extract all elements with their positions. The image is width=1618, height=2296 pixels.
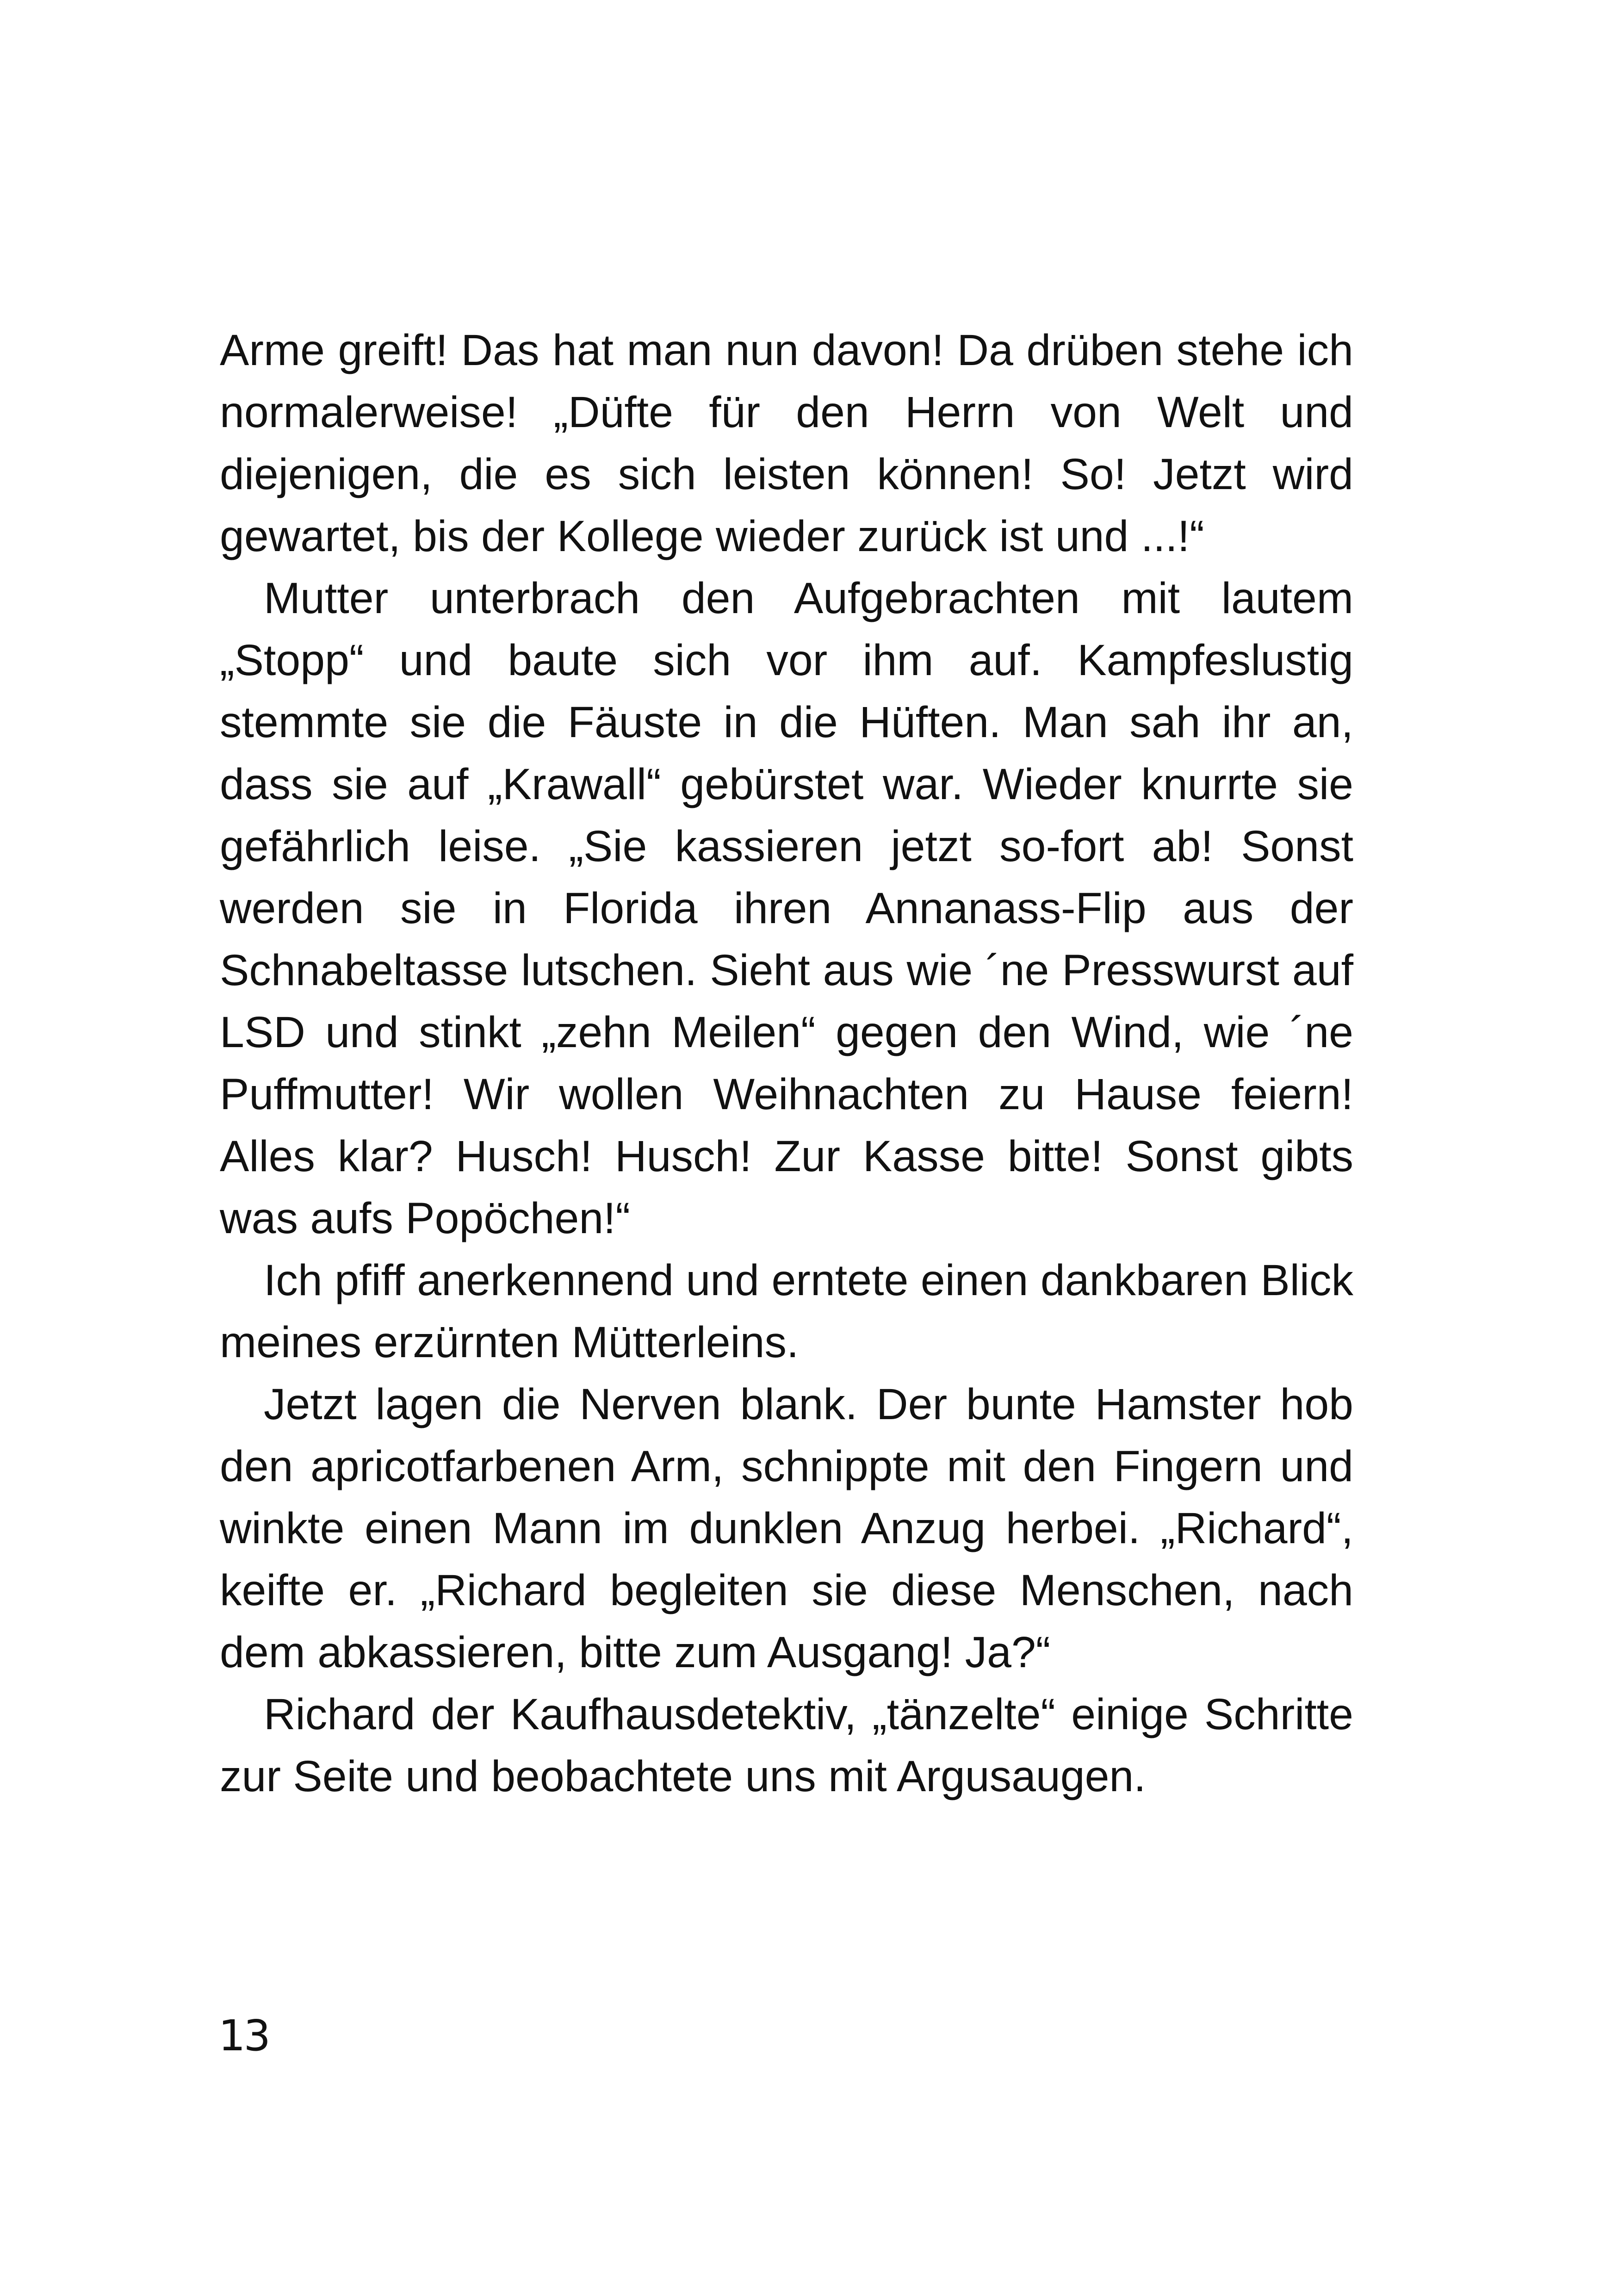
paragraph-richard: Richard der Kaufhausdetektiv, „tänzelte“ einige Schritte zur Seite und beobachtete uns mit Argusaugen. [220, 1690, 1353, 1801]
page-number: 13 [218, 2011, 269, 2060]
paragraph-mutter: Mutter unterbrach den Aufgebrachten mit lautem „Stopp“ und baute sich vor ihm auf. Kampfeslustig stemmte sie die Fäuste in die Hüften. Man sah ihr an, dass sie auf „Krawall“ gebürstet war. Wieder knurrte sie gefährlich leise. „Sie kassieren jetzt so-fort ab! Sonst werden sie in Florida ihren Annanass-Flip aus der Schnabeltasse lutschen. Sieht aus wie ´ne Presswurst auf LSD und stinkt „zehn Meilen“ gegen den Wind, wie ´ne Puffmutter! Wir wollen Weihnachten zu Hause feiern! Alles klar? Husch! Husch! Zur Kasse bitte! Sonst gibts was aufs Popöchen!“ [220, 574, 1353, 1243]
paragraph-continuation: Arme greift! Das hat man nun davon! Da drüben stehe ich normalerweise! „Düfte für den Herrn von Welt und diejenigen, die es sich leisten können! So! Jetzt wird gewartet, bis der Kollege wieder zurück ist und ...!“ [220, 326, 1353, 561]
paragraph-pfiff: Ich pfiff anerkennend und erntete einen dankbaren Blick meines erzürnten Mütterleins. [220, 1256, 1353, 1367]
paragraph-nerven: Jetzt lagen die Nerven blank. Der bunte Hamster hob den apricotfarbenen Arm, schnippte mit den Fingern und winkte einen Mann im dunklen Anzug herbei. „Richard“, keifte er. „Richard begleiten sie diese Menschen, nach dem abkassieren, bitte zum Ausgang! Ja?“ [220, 1380, 1353, 1677]
body-text [220, 319, 1353, 1807]
